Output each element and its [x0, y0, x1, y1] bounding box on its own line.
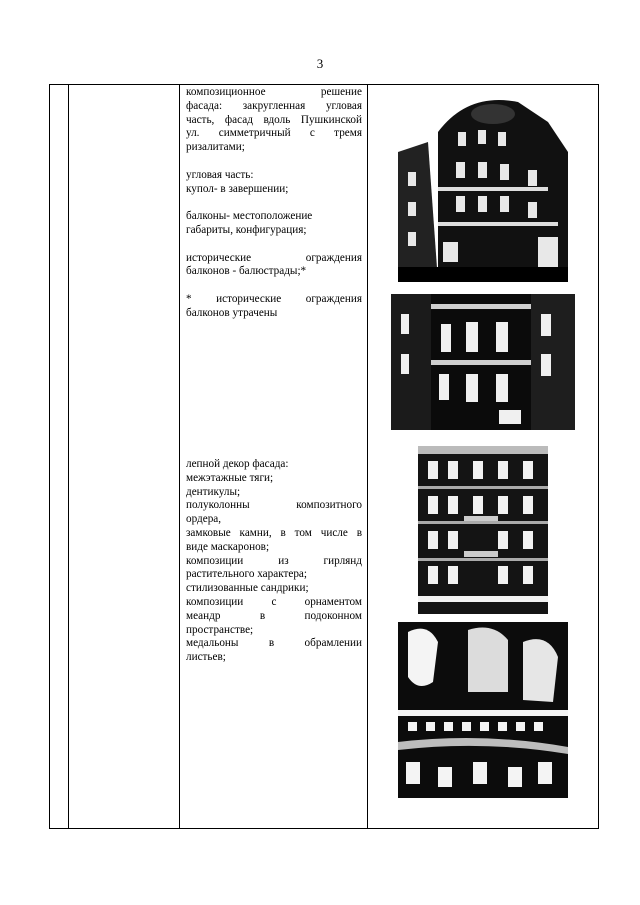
text-line: балконов утрачены	[186, 306, 278, 319]
table-column-divider-1	[68, 84, 69, 829]
text-line: ризалитами;	[186, 141, 245, 154]
text-line: купол- в завершении;	[186, 182, 289, 195]
text-line: угловая часть:	[186, 168, 254, 181]
text-line: фасада: закругленная угловая	[186, 99, 362, 112]
text-line: медальоны в обрамлении	[186, 637, 362, 650]
table-bottom-border	[49, 828, 599, 829]
text-line: листьев;	[186, 651, 226, 664]
text-line: лепной декор фасада:	[186, 458, 289, 470]
text-line: пространстве;	[186, 623, 254, 636]
text-line: композиции из гирлянд	[186, 554, 362, 567]
photo-corner-lower-floors	[391, 294, 575, 430]
page-number: 3	[316, 56, 324, 71]
table-border-right	[598, 84, 599, 829]
photo-stucco-detail	[398, 622, 568, 798]
photo-facade-balconies	[418, 446, 548, 614]
text-line: композиции с орнаментом	[186, 595, 362, 608]
text-line	[186, 155, 362, 169]
table-column-divider-3	[367, 84, 368, 829]
text-line: балконов - балюстрады;*	[186, 265, 307, 278]
text-line: балконы- местоположение	[186, 210, 313, 223]
table-column-divider-2	[179, 84, 180, 829]
facade-composition-text	[186, 86, 362, 321]
text-line: замковые камни, в том числе в	[186, 526, 362, 539]
text-line	[186, 279, 362, 293]
text-line: растительного характера;	[186, 568, 308, 581]
text-line: * исторические ограждения	[186, 292, 362, 305]
table-border-left	[49, 84, 50, 829]
text-line: дентикулы;	[186, 485, 241, 498]
text-line	[186, 196, 362, 210]
text-line: межэтажные тяги;	[186, 471, 274, 484]
table-top-border	[49, 84, 599, 85]
text-line: полуколонны композитного	[186, 499, 362, 512]
text-line: часть, фасад вдоль Пушкинской	[186, 113, 362, 126]
text-line: габариты, конфигурация;	[186, 223, 307, 236]
text-line: исторические ограждения	[186, 251, 362, 264]
photo-corner-tower	[398, 92, 568, 282]
text-line: ордера,	[186, 513, 222, 526]
text-line: меандр в подоконном	[186, 609, 362, 622]
stucco-decor-text	[186, 458, 362, 665]
text-line: виде маскаронов;	[186, 540, 270, 553]
text-line: ул. симметричный с тремя	[186, 127, 362, 140]
text-line: композиционное решение	[186, 86, 362, 98]
text-line	[186, 238, 362, 252]
text-line: стилизованные сандрики;	[186, 582, 309, 595]
